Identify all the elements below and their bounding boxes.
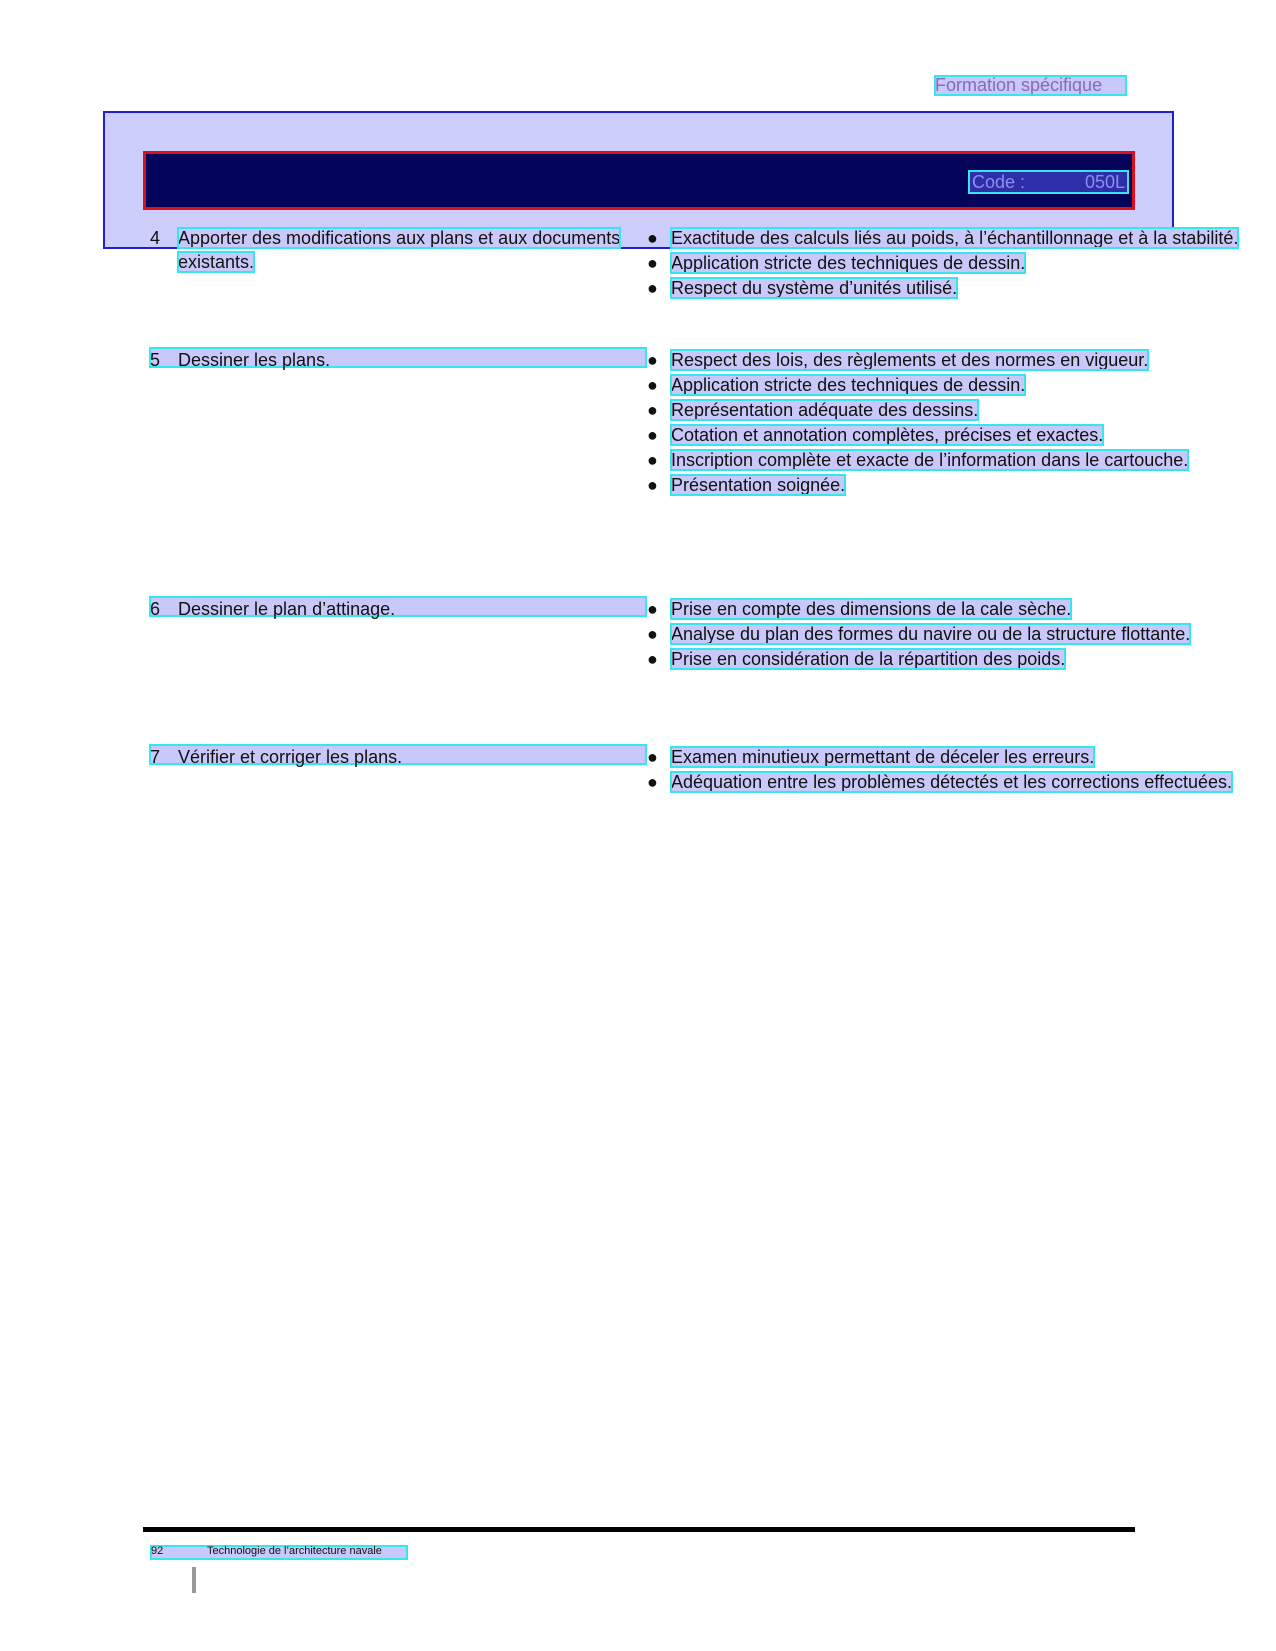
code-label: Code : [972, 172, 1026, 192]
criterion-item: ● Examen minutieux permettant de déceler les erreurs. [647, 747, 1095, 767]
criterion-item: ● Analyse du plan des formes du navire ou de la structure flottante. [647, 624, 1191, 644]
bullet-icon: ● [647, 278, 658, 298]
criterion-item: ● Représentation adéquate des dessins. [647, 400, 979, 420]
bullet-icon: ● [647, 649, 658, 669]
criterion-item: ● Respect des lois, des règlements et des normes en vigueur. [647, 350, 1149, 370]
task-number: 4 [150, 228, 161, 248]
margin-mark [192, 1567, 196, 1593]
criterion-item: ● Adéquation entre les problèmes détectés et les corrections effectuées. [647, 772, 1232, 792]
task-number: 7 [150, 747, 161, 767]
bullet-icon: ● [647, 450, 658, 470]
bullet-icon: ● [647, 599, 658, 619]
bullet-icon: ● [647, 253, 658, 273]
page-number: 92 [151, 1545, 164, 1557]
bullet-icon: ● [647, 350, 658, 370]
bullet-icon: ● [647, 425, 658, 445]
criterion-item: ● Application stricte des techniques de dessin. [647, 253, 1026, 273]
bullet-icon: ● [647, 400, 658, 420]
criterion-item: ● Application stricte des techniques de dessin. [647, 375, 1026, 395]
bullet-icon: ● [647, 624, 658, 644]
criterion-item: ● Prise en considération de la répartition des poids. [647, 649, 1066, 669]
criteria-list [647, 226, 1267, 301]
task-statement [150, 597, 646, 621]
criteria-list [647, 348, 1267, 498]
criteria-list [647, 745, 1267, 795]
task-statement [150, 226, 647, 274]
bullet-icon: ● [647, 375, 658, 395]
task-statement [150, 745, 646, 769]
criterion-item: ● Exactitude des calculs liés au poids, à l’échantillonnage et à la stabilité. [647, 228, 1239, 248]
section-label: Formation spécifique [935, 76, 1126, 95]
bullet-icon: ● [647, 228, 658, 248]
task-number: 6 [150, 599, 161, 619]
task-text: Dessiner le plan d’attinage. [178, 599, 396, 619]
bullet-icon: ● [647, 747, 658, 767]
bullet-icon: ● [647, 475, 658, 495]
criterion-item: ● Respect du système d’unités utilisé. [647, 278, 958, 298]
task-text: Dessiner les plans. [178, 350, 331, 370]
bullet-icon: ● [647, 772, 658, 792]
task-text: Vérifier et corriger les plans. [178, 747, 403, 767]
task-text: Apporter des modifications aux plans et aux documents existants. [178, 228, 621, 272]
program-title: Technologie de l’architecture navale [207, 1545, 382, 1557]
criterion-item: ● Cotation et annotation complètes, précises et exactes. [647, 425, 1104, 445]
criterion-item: ● Inscription complète et exacte de l’information dans le cartouche. [647, 450, 1189, 470]
footer-rule [143, 1527, 1135, 1532]
task-statement [150, 348, 646, 372]
code-value: 050L [1084, 172, 1125, 192]
code-field [970, 172, 1127, 192]
criterion-item: ● Présentation soignée. [647, 475, 846, 495]
criterion-item: ● Prise en compte des dimensions de la cale sèche. [647, 599, 1072, 619]
task-number: 5 [150, 350, 161, 370]
criteria-list [647, 597, 1267, 672]
